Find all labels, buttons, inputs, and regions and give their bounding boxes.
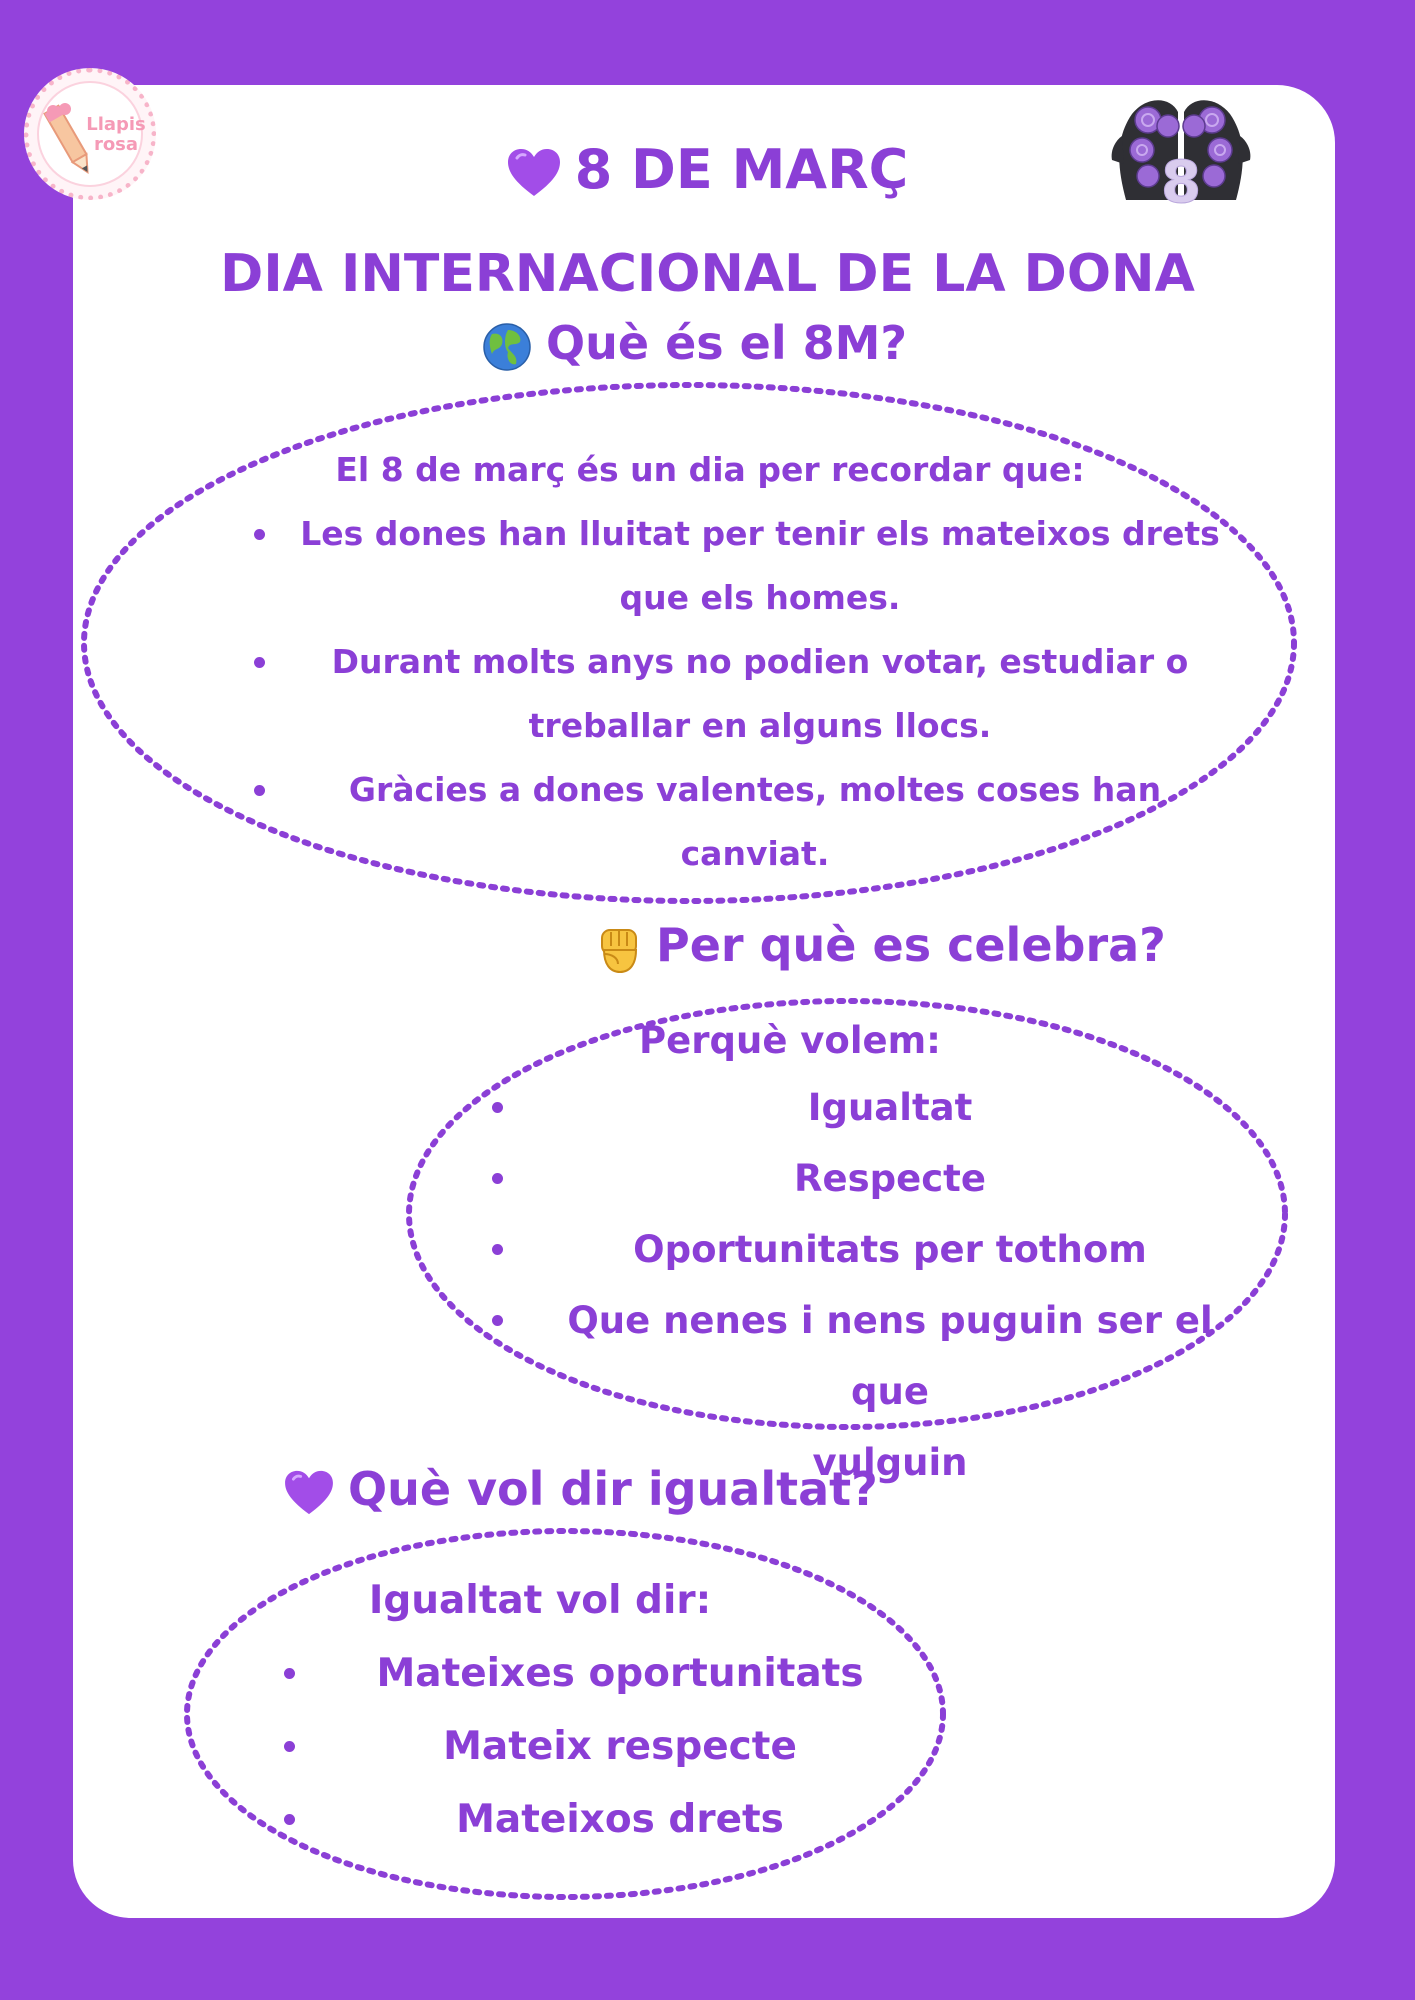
list-item: Que nenes i nens puguin ser el que vulguin [480,1285,1240,1498]
list-item: Oportunitats per tothom [480,1214,1240,1285]
section1-list [150,502,1230,886]
section3-list [260,1637,920,1856]
section3-intro: Igualtat vol dir: [368,1578,712,1623]
purple-heart-icon [284,1470,334,1516]
section-heading-what-is-8m: Què és el 8M? [482,316,907,372]
list-item: Igualtat [480,1072,1240,1143]
section2-content [480,1010,1240,1498]
bullet-icon [254,785,265,796]
list-item: Mateixes oportunitats [260,1637,920,1710]
logo-text: Llapis rosa [86,114,146,155]
purple-heart-icon [507,148,561,198]
section2-intro: Perquè volem: [639,1019,941,1062]
list-item: Mateixos drets [260,1783,920,1856]
bullet-icon [492,1102,503,1113]
section2-list [480,1072,1240,1498]
list-item: Gràcies a dones valentes, moltes coses han canviat. [150,758,1230,886]
section-heading-what-is-equality: Què vol dir igualtat? [284,1462,878,1516]
section-heading-why-celebrate: Per què es celebra? [596,918,1166,974]
list-item: Respecte [480,1143,1240,1214]
bullet-icon [492,1244,503,1255]
bullet-icon [254,657,265,668]
bullet-icon [284,1814,295,1825]
bullet-icon [254,529,265,540]
list-item: Mateix respecte [260,1710,920,1783]
globe-icon [482,322,532,372]
section1-content [150,438,1230,886]
page-title: DIA INTERNACIONAL DE LA DONA [220,244,1195,304]
bullet-icon [492,1173,503,1184]
bullet-icon [284,1668,295,1679]
section1-intro: El 8 de març és un dia per recordar que: [335,450,1085,489]
bullet-icon [492,1315,503,1326]
bullet-icon [284,1741,295,1752]
page-title-date: 8 DE MARÇ [0,138,1415,201]
list-item: Durant molts anys no podien votar, estudiar o treballar en alguns llocs. [150,630,1230,758]
svg-text:8: 8 [1160,148,1202,210]
section3-content [260,1564,920,1856]
list-item: Les dones han lluitat per tenir els mateixos drets que els homes. [150,502,1230,630]
raised-fist-icon [596,924,642,974]
